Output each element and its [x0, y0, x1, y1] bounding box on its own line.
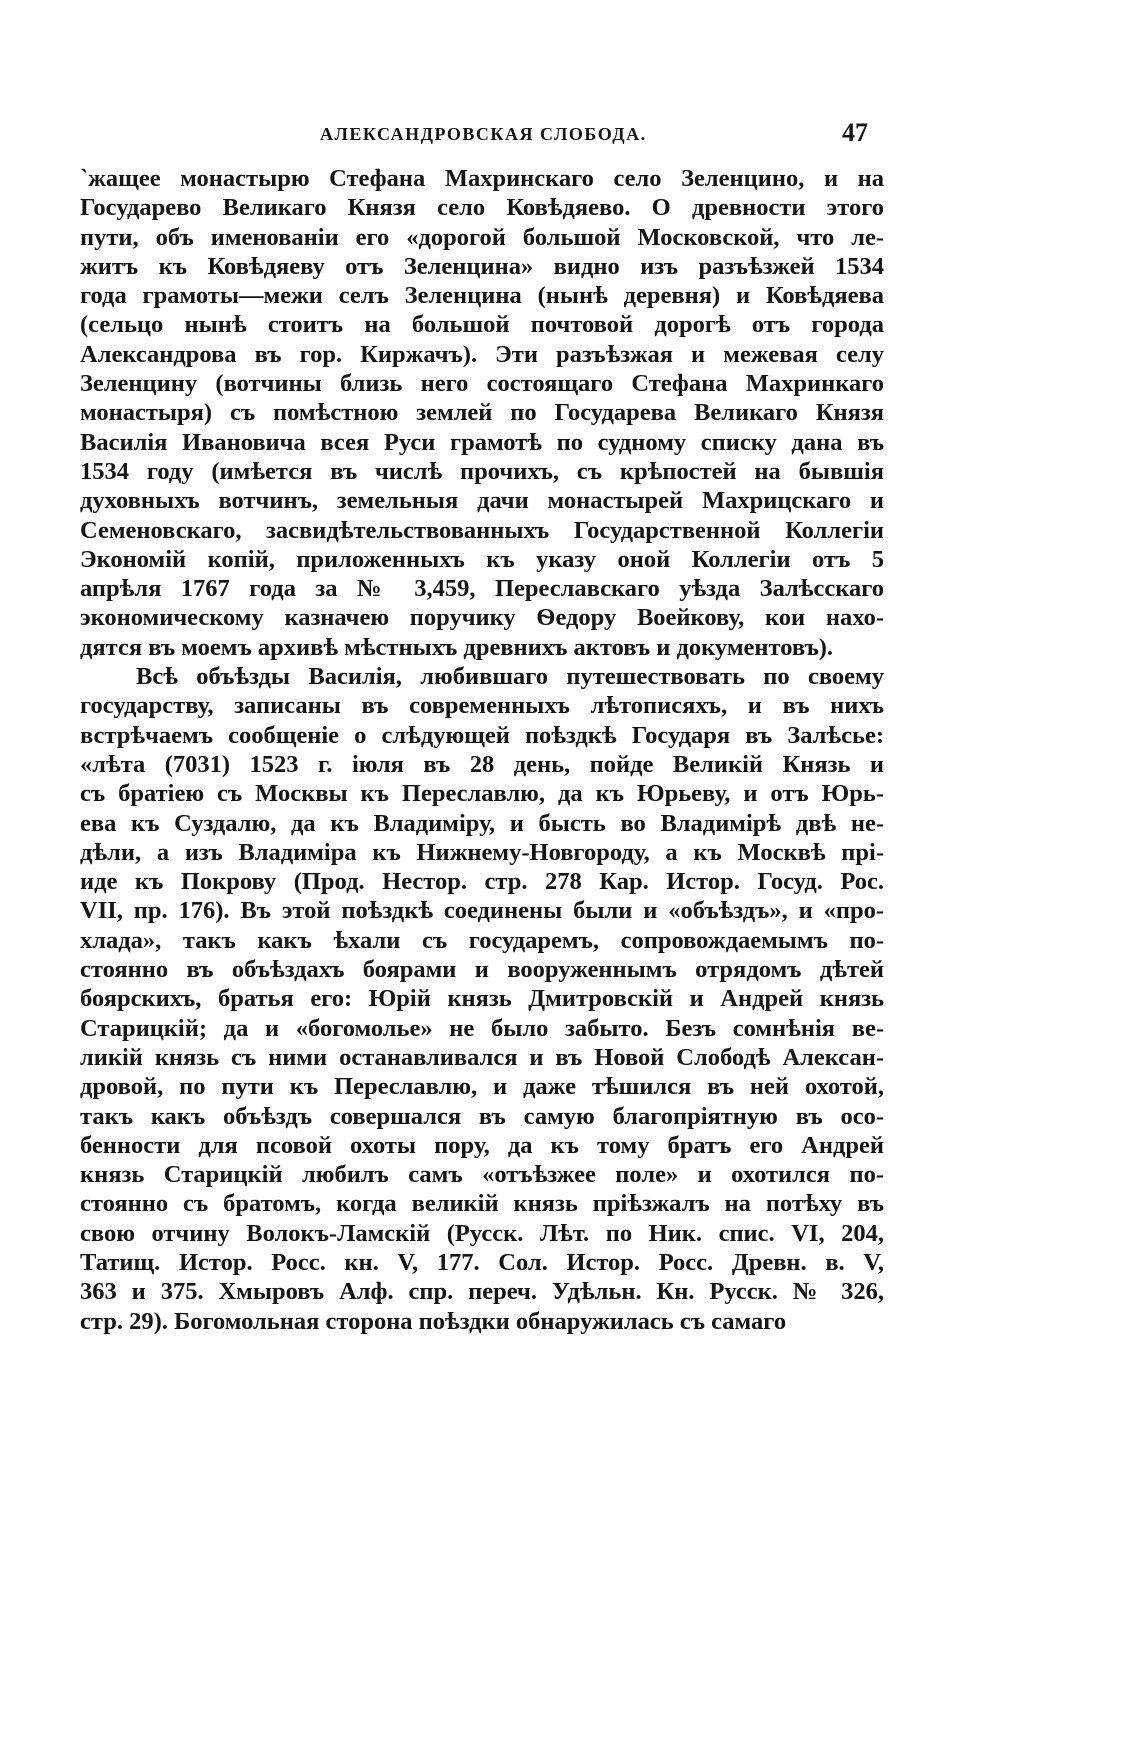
text-line: стоянно въ объѣздахъ боярами и вооруженнымъ отрядомъ дѣтей	[80, 956, 884, 984]
text-line: бенности для псовой охоты пору, да къ тому братъ его Андрей	[80, 1131, 884, 1159]
text-line: духовныхъ вотчинъ, земельныя дачи монастырей Махрицскаго и	[80, 487, 884, 515]
text-line: (сельцо нынѣ стоитъ на большой почтовой дорогѣ отъ города	[80, 311, 884, 339]
text-line: Зеленцину (вотчины близь него состоящаго Стефана Махринкаго	[80, 370, 884, 398]
text-line: ликій князь съ ними останавливался и въ Новой Слободѣ Алексан-	[80, 1043, 884, 1071]
page-number: 47	[842, 118, 868, 147]
text-line: Экономій копій, приложенныхъ къ указу оной Коллегіи отъ 5	[80, 545, 884, 573]
paragraph-1	[80, 164, 884, 662]
text-line: такъ какъ объѣздъ совершался въ самую благопріятную въ осо-	[80, 1102, 884, 1130]
text-line: Семеновскаго, засвидѣтельствованныхъ Государственной Коллегіи	[80, 516, 884, 544]
text-line: Старицкій; да и «богомолье» не было забыто. Безъ сомнѣнія ве-	[80, 1014, 884, 1042]
text-line: дятся въ моемъ архивѣ мѣстныхъ древнихъ актовъ и документовъ).	[80, 633, 834, 661]
running-head	[0, 118, 1140, 158]
text-line: житъ къ Ковѣдяеву отъ Зеленцина» видно изъ разъѣзжей 1534	[80, 252, 884, 280]
text-line: 363 и 375. Хмыровъ Алф. спр. переч. Удѣльн. Кн. Русск. № 326,	[80, 1278, 884, 1306]
text-line: свою отчину Волокъ-Ламскій (Русск. Лѣт. по Ник. спис. VI, 204,	[80, 1219, 884, 1247]
text-line: дѣли, а изъ Владиміра къ Нижнему-Новгороду, а къ Москвѣ прі-	[80, 838, 884, 866]
text-line: Государево Великаго Князя село Ковѣдяево. О древности этого	[80, 194, 884, 222]
text-line: пути, объ именованіи его «дорогой большой Московской, что ле-	[80, 223, 884, 251]
text-line: иде къ Покрову (Прод. Нестор. стр. 278 Кар. Истор. Госуд. Рос.	[80, 868, 884, 896]
text-line: боярскихъ, братья его: Юрій князь Дмитровскій и Андрей князь	[80, 985, 884, 1013]
text-line: экономическому казначею поручику Ѳедору Воейкову, кои нахо-	[80, 604, 884, 632]
text-line: года грамоты—межи селъ Зеленцина (нынѣ деревня) и Ковѣдяева	[80, 282, 884, 310]
running-title: АЛЕКСАНДРОВСКАЯ СЛОБОДА.	[320, 124, 647, 144]
text-line: съ братіею съ Москвы къ Переславлю, да къ Юрьеву, и отъ Юрь-	[80, 780, 884, 808]
text-line: Всѣ объѣзды Василія, любившаго путешествовать по своему	[136, 663, 884, 691]
text-line: VII, пр. 176). Въ этой поѣздкѣ соединены были и «объѣздъ», и «про-	[80, 897, 884, 925]
text-line: монастыря) съ помѣстною землей по Государева Великаго Князя	[80, 399, 884, 427]
text-line: Василія Ивановича всея Руси грамотѣ по судному списку дана въ	[80, 428, 884, 456]
text-line: Татищ. Истор. Росс. кн. V, 177. Сол. Истор. Росс. Древн. в. V,	[80, 1248, 884, 1276]
body-text	[80, 164, 884, 1336]
text-line: дровой, по пути къ Переславлю, и даже тѣшился въ ней охотой,	[80, 1073, 884, 1101]
text-line: стр. 29). Богомольная сторона поѣздки обнаружилась съ самаго	[80, 1307, 787, 1335]
text-line: государству, записаны въ современныхъ лѣтописяхъ, и въ нихъ	[80, 692, 884, 720]
text-line: ева къ Суздалю, да къ Владиміру, и бысть во Владимірѣ двѣ не-	[80, 809, 884, 837]
text-line: 1534 году (имѣется въ числѣ прочихъ, съ крѣпостей на бывшія	[80, 457, 884, 485]
text-line: князь Старицкій любилъ самъ «отъѣзжее поле» и охотился по-	[80, 1161, 884, 1189]
text-line: `жащее монастырю Стефана Махринскаго село Зеленцино, и на	[80, 165, 884, 192]
text-line: Александрова въ гор. Киржачъ). Эти разъѣзжая и межевая селу	[80, 340, 884, 368]
paragraph-2	[80, 662, 884, 1336]
text-line: апрѣля 1767 года за № 3,459, Переславскаго уѣзда Залѣсскаго	[80, 575, 884, 603]
text-line: встрѣчаемъ сообщеніе о слѣдующей поѣздкѣ Государя въ Залѣсье:	[80, 721, 884, 749]
text-line: стоянно съ братомъ, когда великій князь пріѣзжалъ на потѣху въ	[80, 1190, 884, 1218]
text-line: хлада», такъ какъ ѣхали съ государемъ, сопровождаемымъ по-	[80, 926, 884, 954]
text-line: «лѣта (7031) 1523 г. іюля въ 28 день, пойде Великій Князь и	[80, 750, 884, 778]
